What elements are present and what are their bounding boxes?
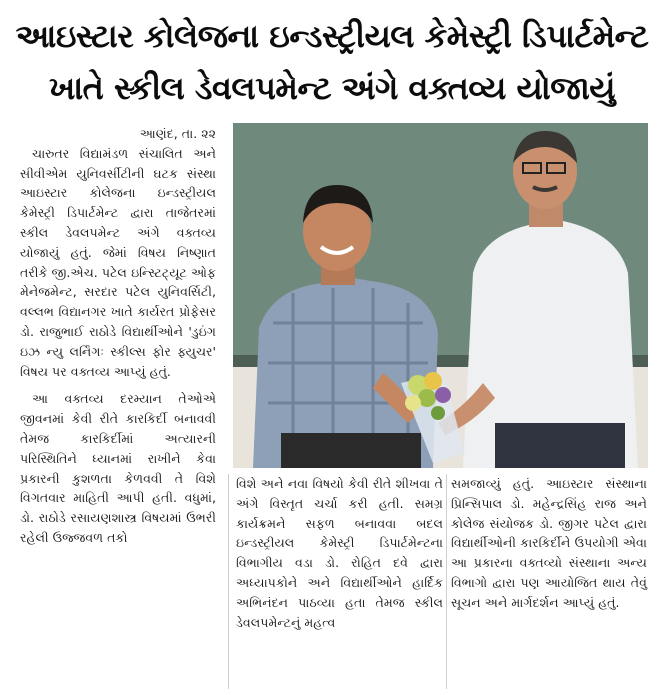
article-paragraph-1: ચારુતર વિદ્યામંડળ સંચાલિત અને સીવીએમ યુનિવર્સીટીની ઘટક સંસ્થા આઇસ્ટાર કોલેજના ઇન્ડસ્ટ્રીયલ કેમેસ્ટ્રી ડિપાર્ટમેન્ટ દ્વારા તાજેતરમાં સ્કીલ ડેવલપમેન્ટ અંગે વક્તવ્ય યોજાયું હતું. જેમાં વિષય નિષ્ણાત તરીકે જી.એચ. પટેલ ઇન્સ્ટિટ્યૂટ ઓફ મેનેજમેન્ટ, સરદાર પટેલ યુનિવર્સિટી, વલ્લભ વિદ્યાનગર ખાતે કાર્યરત પ્રોફેસર ડો. રાજુભાઈ રાઠોડે વિદ્યાર્થીઓને 'ડુઇંગ ઇઝ ન્યુ લર્નિંગઃ સ્કીલ્સ ફોર ફ્યુચર' વિષય પર વક્તવ્ય આપ્યું હતું.	[20, 145, 216, 379]
article-column-middle	[236, 474, 443, 632]
article-paragraph-2: આ વક્તવ્ય દરમ્યાન તેઓએ જીવનમાં કેવી રીતે કારકિર્દી બનાવવી તેમજ કારકિર્દીમાં અત્યારની પરિસ્થિતિને ધ્યાનમાં રાખીને કેવા પ્રકારની કુશળતા કેળવવી તે વિશે વિગતવાર માહિતી આપી હતી. વધુમાં, ડો. રાઠોડે રસાયણશાસ્ત્ર વિષયમાં ઉભરી રહેલી ઉજ્જવળ તકો	[20, 391, 216, 545]
article-column-left	[20, 124, 216, 548]
headline-line-1: આઇસ્ટાર કોલેજના ઇન્ડસ્ટ્રીયલ કેમેસ્ટ્રી ડિપાર્ટમેન્ટ	[15, 17, 649, 55]
column-divider-2	[446, 474, 447, 689]
column-divider-1	[228, 474, 229, 689]
headline-line-2: ખાતે સ્કીલ ડેવલપમેન્ટ અંગે વક્તવ્ય યોજાયું	[49, 69, 615, 107]
dateline: આણંદ, તા. ૨૨	[139, 126, 216, 141]
article-column-right	[451, 474, 647, 613]
article-paragraph-4: સમજાવ્યું હતું. આઇસ્ટાર સંસ્થાના પ્રિન્સિપાલ ડો. મહેન્દ્રસિંહ રાજ અને કોલેજ સંયોજક ડો. જીગર પટેલ દ્વારા વિદ્યાર્થીઓની કારકિર્દીને ઉપયોગી એવા આ પ્રકારના વક્તવ્યો સંસ્થાના અન્ય વિભાગો દ્વારા પણ આયોજિત થાય તેવું સૂચન અને માર્ગદર્શન આપ્યું હતું.	[451, 476, 647, 610]
article-paragraph-3: વિશે અને નવા વિષયો કેવી રીતે શીખવા તે અંગે વિસ્તૃત ચર્ચા કરી હતી. સમગ્ર કાર્યક્રમને સફળ બનાવવા બદલ ઇન્ડસ્ટ્રીયલ કેમેસ્ટ્રી ડિપાર્ટમેન્ટના વિભાગીય વડા ડો. રોહિત દવે દ્વારા અધ્યાપકોને અને વિદ્યાર્થીઓને હાર્દિક અભિનંદન પાઠવ્યા હતા તેમજ સ્કીલ ડેવલપમેન્ટનું મહત્વ	[236, 476, 443, 630]
news-photo-illustration	[233, 123, 648, 468]
news-photo	[233, 123, 648, 468]
